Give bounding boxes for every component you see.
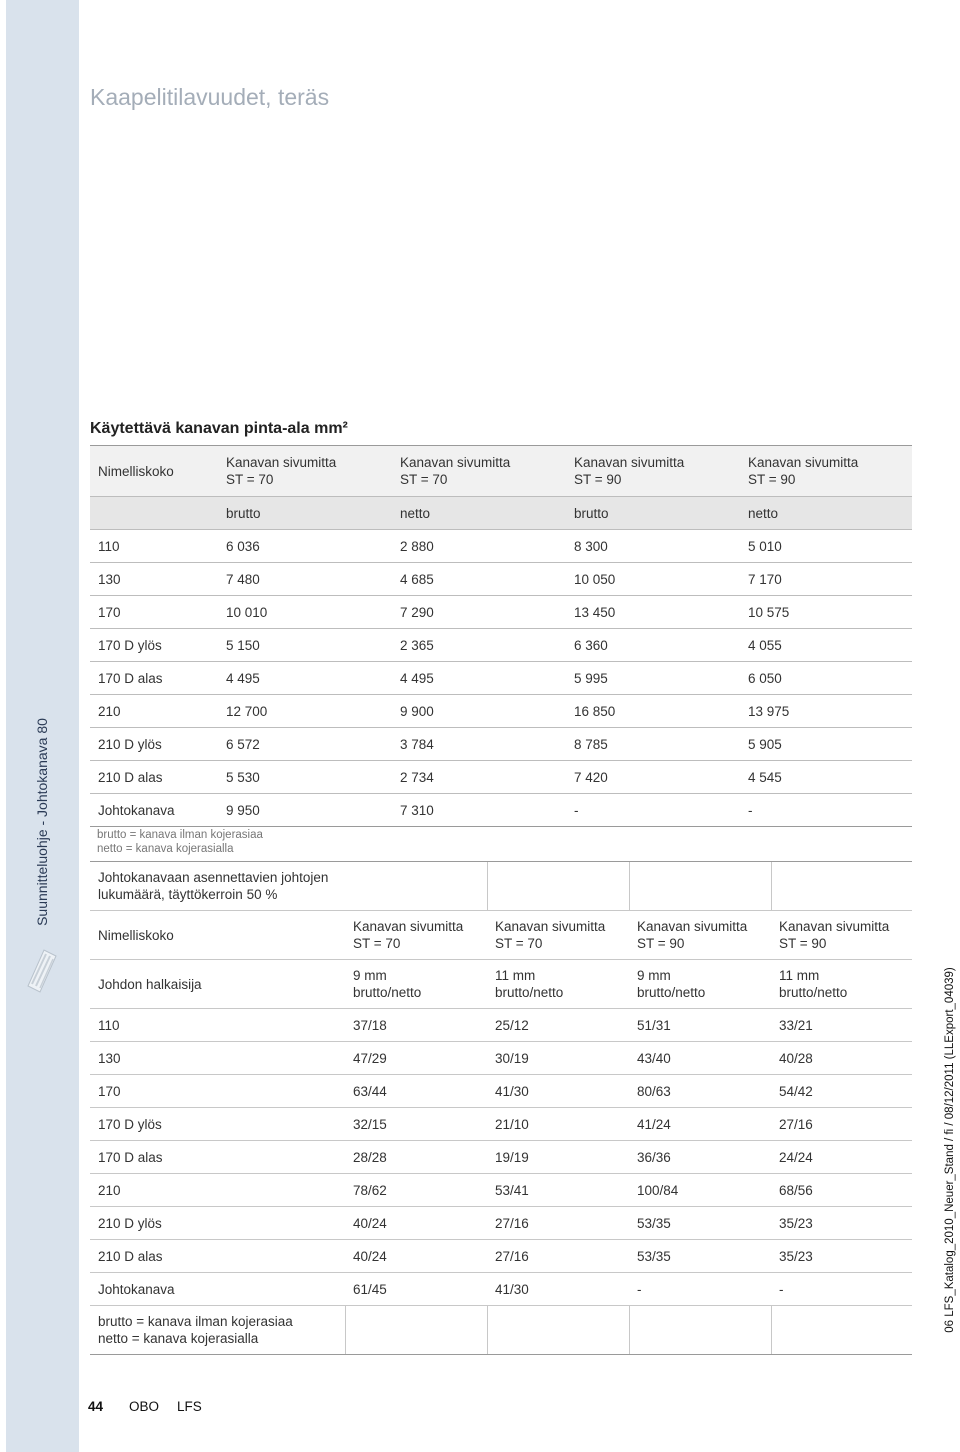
header-cell — [392, 446, 566, 497]
diameter-cell — [487, 960, 629, 1009]
diameter-line: brutto/netto — [495, 985, 564, 1000]
table-cell: 61/45 — [345, 1273, 487, 1306]
table-cell: 170 D alas — [90, 662, 218, 695]
table-cell: 53/35 — [629, 1240, 771, 1273]
diameter-line: 9 mm — [353, 968, 387, 983]
table-row — [90, 563, 912, 596]
table-cell: Johtokanava — [90, 1273, 345, 1306]
table-cell: 37/18 — [345, 1009, 487, 1042]
cable-count-table — [90, 861, 912, 1355]
table-cell: 5 530 — [218, 761, 392, 794]
document-code: 06 LFS_Katalog_2010_Neuer_Stand / fi / 08/12/2011 (LLExport_04039) — [944, 967, 956, 1333]
subheader-cell: netto — [392, 497, 566, 530]
table-cell: 5 150 — [218, 629, 392, 662]
header-nimelliskoko: Nimelliskoko — [90, 446, 218, 497]
intro-row — [90, 862, 912, 911]
table-cell: 27/16 — [487, 1207, 629, 1240]
table-cell: 210 — [90, 1174, 345, 1207]
table-row — [90, 1075, 912, 1108]
table1-notes — [97, 828, 263, 856]
header-line: ST = 90 — [779, 936, 827, 951]
table-cell: 10 010 — [218, 596, 392, 629]
table-cell: 9 950 — [218, 794, 392, 827]
table-cell: - — [629, 1273, 771, 1306]
header-line: Kanavan sivumitta — [779, 919, 890, 934]
table-cell: 30/19 — [487, 1042, 629, 1075]
table-cell: 40/24 — [345, 1207, 487, 1240]
diameter-row — [90, 960, 912, 1009]
table-cell: 7 480 — [218, 563, 392, 596]
header-line: Kanavan sivumitta — [353, 919, 464, 934]
table-cell: 7 290 — [392, 596, 566, 629]
table-cell: 170 D alas — [90, 1141, 345, 1174]
table-row — [90, 1108, 912, 1141]
table1-heading: Käytettävä kanavan pinta-ala mm² — [90, 420, 348, 437]
table-cell: 4 055 — [740, 629, 912, 662]
table-cell: 8 785 — [566, 728, 740, 761]
table-header-row — [90, 911, 912, 960]
footer-brand: OBO — [129, 1399, 160, 1414]
diameter-cell — [771, 960, 912, 1009]
table-cell: 27/16 — [771, 1108, 912, 1141]
table-cell: 53/41 — [487, 1174, 629, 1207]
table-row — [90, 1141, 912, 1174]
diameter-line: brutto/netto — [779, 985, 848, 1000]
page-title: Kaapelitilavuudet, teräs — [90, 84, 330, 110]
intro-line: lukumäärä, täyttökerroin 50 % — [98, 887, 278, 902]
table-cell: 110 — [90, 530, 218, 563]
table-cell: 25/12 — [487, 1009, 629, 1042]
footer-section: LFS — [177, 1399, 202, 1414]
table-row — [90, 530, 912, 563]
table-cell: 210 D alas — [90, 761, 218, 794]
table-cell: 8 300 — [566, 530, 740, 563]
table-row — [90, 761, 912, 794]
header-line: Kanavan sivumitta — [574, 455, 685, 470]
table-cell: 7 420 — [566, 761, 740, 794]
table-cell: - — [771, 1273, 912, 1306]
table-cell: 3 784 — [392, 728, 566, 761]
table-cell: 24/24 — [771, 1141, 912, 1174]
header-line: ST = 70 — [400, 472, 448, 487]
table-row — [90, 1273, 912, 1306]
empty-cell — [629, 862, 771, 911]
subheader-cell: netto — [740, 497, 912, 530]
diameter-line: 11 mm — [779, 968, 820, 983]
table-cell: 6 360 — [566, 629, 740, 662]
empty-cell — [487, 862, 629, 911]
table-cell: 4 495 — [218, 662, 392, 695]
table-cell: 41/30 — [487, 1273, 629, 1306]
table-cell: 28/28 — [345, 1141, 487, 1174]
table-row — [90, 662, 912, 695]
intro-line: Johtokanavaan asennettavien johtojen — [98, 870, 329, 885]
header-cell — [218, 446, 392, 497]
table2-intro — [90, 862, 345, 911]
page-number: 44 — [88, 1399, 104, 1414]
table-row — [90, 629, 912, 662]
empty-cell — [487, 1306, 629, 1355]
header-cell — [629, 911, 771, 960]
table-cell: 210 D ylös — [90, 1207, 345, 1240]
header-line: Kanavan sivumitta — [400, 455, 511, 470]
table-cell: 13 975 — [740, 695, 912, 728]
diameter-line: 11 mm — [495, 968, 536, 983]
table-cell: 130 — [90, 563, 218, 596]
table-cell: 53/35 — [629, 1207, 771, 1240]
table-cell: Johtokanava — [90, 794, 218, 827]
table-cell: 4 685 — [392, 563, 566, 596]
header-line: ST = 90 — [637, 936, 685, 951]
table-cell: 170 — [90, 596, 218, 629]
table-cell: 4 495 — [392, 662, 566, 695]
table-cell: 4 545 — [740, 761, 912, 794]
table-cell: 51/31 — [629, 1009, 771, 1042]
table-cell: 40/28 — [771, 1042, 912, 1075]
table-cell: 210 D ylös — [90, 728, 218, 761]
table-cell: 41/24 — [629, 1108, 771, 1141]
table-cell: 7 170 — [740, 563, 912, 596]
table-cell: 41/30 — [487, 1075, 629, 1108]
empty-cell — [629, 1306, 771, 1355]
table-cell: 16 850 — [566, 695, 740, 728]
header-cell — [771, 911, 912, 960]
table-row — [90, 1009, 912, 1042]
header-cell — [566, 446, 740, 497]
table-cell: 170 D ylös — [90, 629, 218, 662]
table-cell: 2 365 — [392, 629, 566, 662]
table-cell: 80/63 — [629, 1075, 771, 1108]
empty-cell — [345, 862, 487, 911]
table-cell: 10 050 — [566, 563, 740, 596]
table-cell: 32/15 — [345, 1108, 487, 1141]
subheader-cell: brutto — [566, 497, 740, 530]
table-cell: 210 — [90, 695, 218, 728]
diameter-label: Johdon halkaisija — [90, 960, 345, 1009]
table-cell: - — [566, 794, 740, 827]
table-cell: 9 900 — [392, 695, 566, 728]
table-cell: 36/36 — [629, 1141, 771, 1174]
header-cell — [487, 911, 629, 960]
table-row — [90, 794, 912, 827]
header-line: ST = 70 — [495, 936, 543, 951]
table-cell: 33/21 — [771, 1009, 912, 1042]
empty-cell — [345, 1306, 487, 1355]
table-cell: 21/10 — [487, 1108, 629, 1141]
subheader-cell: brutto — [218, 497, 392, 530]
table-cell: 78/62 — [345, 1174, 487, 1207]
diameter-line: brutto/netto — [353, 985, 422, 1000]
table-cell: 6 572 — [218, 728, 392, 761]
channel-area-table — [90, 445, 912, 827]
table-cell: 68/56 — [771, 1174, 912, 1207]
table-cell: 110 — [90, 1009, 345, 1042]
table-subheader-row — [90, 497, 912, 530]
note-netto: netto = kanava kojerasialla — [98, 1331, 259, 1346]
header-line: ST = 70 — [353, 936, 401, 951]
table-cell: 43/40 — [629, 1042, 771, 1075]
table-cell: 5 905 — [740, 728, 912, 761]
table-cell: 6 050 — [740, 662, 912, 695]
table-header-row — [90, 446, 912, 497]
header-nimelliskoko: Nimelliskoko — [90, 911, 345, 960]
table-cell: 170 — [90, 1075, 345, 1108]
note-brutto: brutto = kanava ilman kojerasiaa — [97, 829, 263, 841]
table-cell: 63/44 — [345, 1075, 487, 1108]
table-cell: 54/42 — [771, 1075, 912, 1108]
note-netto: netto = kanava kojerasialla — [97, 843, 234, 855]
table-cell: 130 — [90, 1042, 345, 1075]
diameter-line: 9 mm — [637, 968, 671, 983]
table-cell: 2 734 — [392, 761, 566, 794]
diameter-cell — [629, 960, 771, 1009]
table-cell: 100/84 — [629, 1174, 771, 1207]
note-brutto: brutto = kanava ilman kojerasiaa — [98, 1314, 293, 1329]
table-cell: 2 880 — [392, 530, 566, 563]
diameter-line: brutto/netto — [637, 985, 706, 1000]
table-cell: 5 995 — [566, 662, 740, 695]
table-cell: 40/24 — [345, 1240, 487, 1273]
table-cell: 35/23 — [771, 1240, 912, 1273]
table-cell: 5 010 — [740, 530, 912, 563]
table-cell: 170 D ylös — [90, 1108, 345, 1141]
header-line: Kanavan sivumitta — [637, 919, 748, 934]
header-line: Kanavan sivumitta — [226, 455, 337, 470]
notes-row — [90, 1306, 912, 1355]
header-cell — [740, 446, 912, 497]
header-line: ST = 90 — [574, 472, 622, 487]
header-line: ST = 70 — [226, 472, 274, 487]
table-row — [90, 695, 912, 728]
sidebar-vertical-label: Suunnitteluohje - Johtokanava 80 — [34, 718, 50, 926]
table-cell: 12 700 — [218, 695, 392, 728]
header-line: ST = 90 — [748, 472, 796, 487]
table-row — [90, 1042, 912, 1075]
diameter-cell — [345, 960, 487, 1009]
empty-cell — [771, 862, 912, 911]
table-cell: 27/16 — [487, 1240, 629, 1273]
table-cell: 6 036 — [218, 530, 392, 563]
table-row — [90, 1240, 912, 1273]
table-row — [90, 1174, 912, 1207]
header-line: Kanavan sivumitta — [495, 919, 606, 934]
subheader-empty — [90, 497, 218, 530]
table2-notes — [90, 1306, 345, 1355]
table-row — [90, 728, 912, 761]
cable-duct-illustration — [24, 946, 60, 996]
table-cell: 10 575 — [740, 596, 912, 629]
table-cell: - — [740, 794, 912, 827]
table-row — [90, 1207, 912, 1240]
table-cell: 210 D alas — [90, 1240, 345, 1273]
table-cell: 35/23 — [771, 1207, 912, 1240]
table-cell: 47/29 — [345, 1042, 487, 1075]
table-cell: 19/19 — [487, 1141, 629, 1174]
table-row — [90, 596, 912, 629]
table-cell: 7 310 — [392, 794, 566, 827]
header-cell — [345, 911, 487, 960]
header-line: Kanavan sivumitta — [748, 455, 859, 470]
table-cell: 13 450 — [566, 596, 740, 629]
empty-cell — [771, 1306, 912, 1355]
